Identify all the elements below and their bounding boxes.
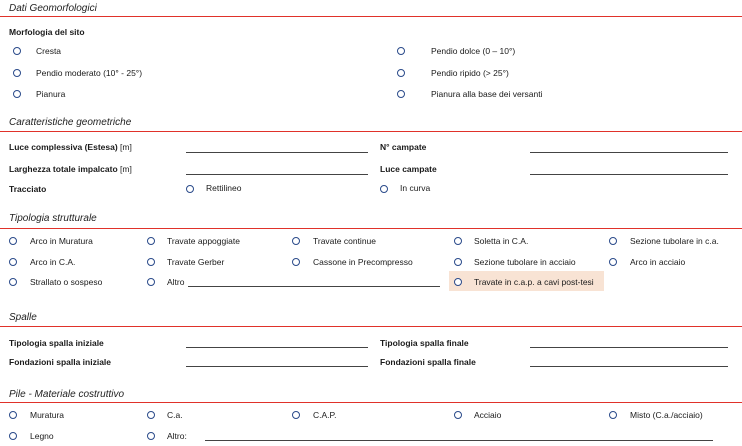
morfologia-heading: Morfologia del sito	[9, 27, 85, 37]
radio-travate-gerber[interactable]	[147, 258, 155, 266]
radio-pendio-moderato[interactable]	[13, 69, 21, 77]
radio-strallato-sospeso[interactable]	[9, 278, 17, 286]
label-soletta-ca: Soletta in C.A.	[474, 236, 529, 246]
luce-complessiva-field[interactable]	[186, 152, 368, 153]
section-title-geometriche: Caratteristiche geometriche	[9, 117, 132, 128]
radio-arco-ca[interactable]	[9, 258, 17, 266]
label-rettilineo: Rettilineo	[206, 183, 242, 193]
radio-pendio-ripido[interactable]	[397, 69, 405, 77]
radio-travate-appoggiate[interactable]	[147, 237, 155, 245]
fondazioni-spalla-finale-field[interactable]	[530, 366, 728, 367]
label-luce-campate: Luce campate	[380, 164, 437, 174]
section-divider	[0, 228, 742, 229]
radio-travate-continue[interactable]	[292, 237, 300, 245]
label-strallato-sospeso: Strallato o sospeso	[30, 277, 103, 287]
radio-arco-acciaio[interactable]	[609, 258, 617, 266]
section-title-spalle: Spalle	[9, 312, 37, 323]
radio-cresta[interactable]	[13, 47, 21, 55]
label-arco-muratura: Arco in Muratura	[30, 236, 93, 246]
label-acciaio: Acciaio	[474, 410, 502, 420]
label-arco-acciaio: Arco in acciaio	[630, 257, 686, 267]
altro-pile-field[interactable]	[205, 440, 713, 441]
radio-in-curva[interactable]	[380, 185, 388, 193]
label-sezione-tubolare-ca: Sezione tubolare in c.a.	[630, 236, 719, 246]
section-divider	[0, 16, 742, 17]
label-pianura: Pianura	[36, 89, 66, 99]
label-pendio-ripido: Pendio ripido (> 25°)	[431, 68, 509, 78]
label-arco-ca: Arco in C.A.	[30, 257, 76, 267]
radio-cassone-precompresso[interactable]	[292, 258, 300, 266]
label-cap-post-tesi: Travate in c.a.p. a cavi post-tesi	[474, 277, 594, 287]
radio-arco-muratura[interactable]	[9, 237, 17, 245]
label-sezione-tubolare-acciaio: Sezione tubolare in acciaio	[474, 257, 576, 267]
radio-misto[interactable]	[609, 411, 617, 419]
label-tracciato: Tracciato	[9, 184, 47, 194]
radio-pianura-base-versanti[interactable]	[397, 90, 405, 98]
label-larghezza: Larghezza totale impalcato [m]	[9, 164, 132, 174]
radio-cap[interactable]	[292, 411, 300, 419]
radio-ca[interactable]	[147, 411, 155, 419]
radio-sezione-tubolare-ca[interactable]	[609, 237, 617, 245]
luce-campate-field[interactable]	[530, 174, 728, 175]
section-title-geomorfologici: Dati Geomorfologici	[9, 3, 97, 14]
radio-pendio-dolce[interactable]	[397, 47, 405, 55]
label-muratura: Muratura	[30, 410, 65, 420]
label-travate-appoggiate: Travate appoggiate	[167, 236, 240, 246]
section-title-pile: Pile - Materiale costruttivo	[9, 389, 125, 400]
label-altro-tipologia: Altro	[167, 277, 185, 287]
label-travate-continue: Travate continue	[313, 236, 376, 246]
larghezza-field[interactable]	[186, 174, 368, 175]
label-fondazioni-spalla-finale: Fondazioni spalla finale	[380, 357, 476, 367]
label-fondazioni-spalla-iniziale: Fondazioni spalla iniziale	[9, 357, 112, 367]
section-divider	[0, 402, 742, 403]
label-pendio-dolce: Pendio dolce (0 – 10°)	[431, 46, 516, 56]
label-cresta: Cresta	[36, 46, 62, 56]
label-ca: C.a.	[167, 410, 183, 420]
label-pendio-moderato: Pendio moderato (10° - 25°)	[36, 68, 143, 78]
label-legno: Legno	[30, 431, 54, 441]
radio-cap-post-tesi[interactable]	[454, 278, 462, 286]
radio-legno[interactable]	[9, 432, 17, 440]
tipologia-spalla-iniziale-field[interactable]	[186, 347, 368, 348]
label-cap: C.A.P.	[313, 410, 337, 420]
label-n-campate: N° campate	[380, 142, 427, 152]
fondazioni-spalla-iniziale-field[interactable]	[186, 366, 368, 367]
label-in-curva: In curva	[400, 183, 431, 193]
radio-soletta-ca[interactable]	[454, 237, 462, 245]
section-divider	[0, 131, 742, 132]
section-title-tipologia: Tipologia strutturale	[9, 213, 97, 224]
n-campate-field[interactable]	[530, 152, 728, 153]
radio-altro-pile[interactable]	[147, 432, 155, 440]
label-cassone-precompresso: Cassone in Precompresso	[313, 257, 413, 267]
label-luce-complessiva: Luce complessiva (Estesa) [m]	[9, 142, 132, 152]
section-divider	[0, 326, 742, 327]
radio-acciaio[interactable]	[454, 411, 462, 419]
label-altro-pile: Altro:	[167, 431, 187, 441]
label-tipologia-spalla-finale: Tipologia spalla finale	[380, 338, 469, 348]
altro-tipologia-field[interactable]	[188, 286, 440, 287]
radio-muratura[interactable]	[9, 411, 17, 419]
label-misto: Misto (C.a./acciaio)	[630, 410, 703, 420]
tipologia-spalla-finale-field[interactable]	[530, 347, 728, 348]
radio-sezione-tubolare-acciaio[interactable]	[454, 258, 462, 266]
label-pianura-base-versanti: Pianura alla base dei versanti	[431, 89, 543, 99]
radio-altro-tipologia[interactable]	[147, 278, 155, 286]
label-travate-gerber: Travate Gerber	[167, 257, 225, 267]
label-tipologia-spalla-iniziale: Tipologia spalla iniziale	[9, 338, 104, 348]
radio-rettilineo[interactable]	[186, 185, 194, 193]
radio-pianura[interactable]	[13, 90, 21, 98]
